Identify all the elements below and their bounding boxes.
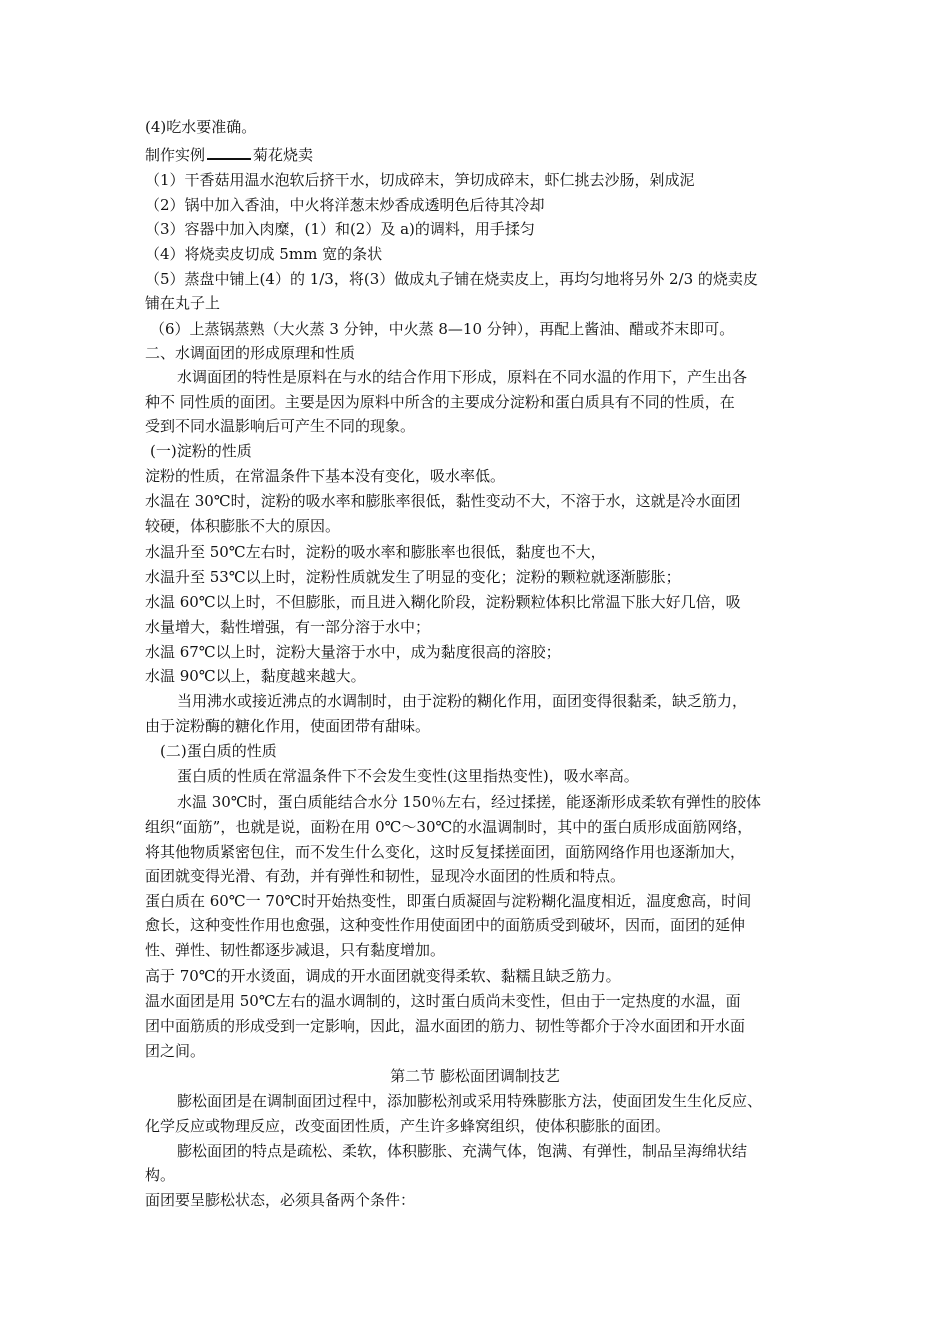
paragraph-line: 当用沸水或接近沸点的水调制时，由于淀粉的糊化作用，面团变得很黏柔，缺乏筋力， xyxy=(177,692,748,710)
step-line: （1）干香菇用温水泡软后挤干水，切成碎末，笋切成碎末，虾仁挑去沙肠，剁成泥 xyxy=(145,171,695,189)
paragraph-line: 淀粉的性质，在常温条件下基本没有变化，吸水率低。 xyxy=(145,467,506,485)
paragraph-line: 面团要呈膨松状态，必须具备两个条件： xyxy=(145,1191,416,1209)
recipe-title-line xyxy=(145,144,313,165)
text-line: (4)吃水要准确。 xyxy=(145,118,257,136)
paragraph-line: 性、弹性、韧性都逐步减退，只有黏度增加。 xyxy=(145,941,446,959)
paragraph-line: 种不 同性质的面团。主要是因为原料中所含的主要成分淀粉和蛋白质具有不同的性质，在 xyxy=(145,393,735,411)
paragraph-line: 水温 90℃以上，黏度越来越大。 xyxy=(145,667,366,685)
underline-blank xyxy=(207,144,251,160)
paragraph-line: 水温 60℃以上时，不但膨胀，而且进入糊化阶段，淀粉颗粒体积比常温下胀大好几倍，吸 xyxy=(145,593,741,611)
step-line: （6）上蒸锅蒸熟（大火蒸 3 分钟，中火蒸 8—10 分钟），再配上酱油、醋或芥末即可。 xyxy=(150,320,735,338)
paragraph-line: 受到不同水温影响后可产生不同的现象。 xyxy=(145,417,416,435)
paragraph-line: 水温升至 50℃左右时，淀粉的吸水率和膨胀率也很低，黏度也不大， xyxy=(145,543,606,561)
subsection-heading: (二)蛋白质的性质 xyxy=(160,742,277,760)
paragraph-line: 温水面团是用 50℃左右的温水调制的，这时蛋白质尚未变性，但由于一定热度的水温，面 xyxy=(145,992,741,1010)
paragraph-line: 由于淀粉酶的糖化作用，使面团带有甜味。 xyxy=(145,717,431,735)
step-line: （4）将烧卖皮切成 5mm 宽的条状 xyxy=(145,245,383,263)
text-line: 铺在丸子上 xyxy=(145,294,221,312)
step-line: （5）蒸盘中铺上(4）的 1/3，将(3）做成丸子铺在烧卖皮上，再均匀地将另外 2/3 的烧卖皮 xyxy=(145,270,758,288)
section-title: 第二节 膨松面团调制技艺 xyxy=(390,1067,560,1085)
paragraph-line: 将其他物质紧密包住，而不发生什么变化，这时反复揉搓面团，面筋网络作用也逐渐加大， xyxy=(145,843,746,861)
paragraph-line: 面团就变得光滑、有劲，并有弹性和韧性，显现冷水面团的性质和特点。 xyxy=(145,867,626,885)
subsection-heading: (一)淀粉的性质 xyxy=(150,442,252,460)
paragraph-line: 水温升至 53℃以上时，淀粉性质就发生了明显的变化；淀粉的颗粒就逐渐膨胀； xyxy=(145,568,681,586)
recipe-name: 菊花烧卖 xyxy=(253,146,314,164)
paragraph-line: 构。 xyxy=(145,1166,176,1184)
paragraph-line: 组织“面筋”，也就是说，面粉在用 0℃～30℃的水温调制时，其中的蛋白质形成面筋网络， xyxy=(145,818,753,836)
paragraph-line: 水温 67℃以上时，淀粉大量溶于水中，成为黏度很高的溶胶； xyxy=(145,643,561,661)
paragraph-line: 水温 30℃时，蛋白质能结合水分 150％左右，经过揉搓，能逐渐形成柔软有弹性的胶体 xyxy=(177,793,762,811)
paragraph-line: 水温在 30℃时，淀粉的吸水率和膨胀率很低，黏性变动不大，不溶于水，这就是冷水面团 xyxy=(145,492,741,510)
paragraph-line: 膨松面团是在调制面团过程中，添加膨松剂或采用特殊膨胀方法，使面团发生生化反应、 xyxy=(177,1092,763,1110)
paragraph-line: 水量增大，黏性增强，有一部分溶于水中； xyxy=(145,618,431,636)
paragraph-line: 蛋白质的性质在常温条件下不会发生变性(这里指热变性)，吸水率高。 xyxy=(177,767,639,785)
paragraph-line: 膨松面团的特点是疏松、柔软，体积膨胀、充满气体，饱满、有弹性，制品呈海绵状结 xyxy=(177,1142,748,1160)
paragraph-line: 团之间。 xyxy=(145,1042,206,1060)
paragraph-line: 蛋白质在 60℃一 70℃时开始热变性，即蛋白质凝固与淀粉糊化温度相近，温度愈高，时间 xyxy=(145,892,752,910)
paragraph-line: 团中面筋质的形成受到一定影响，因此，温水面团的筋力、韧性等都介于冷水面团和开水面 xyxy=(145,1017,746,1035)
step-line: （2）锅中加入香油，中火将洋葱末炒香成透明色后待其冷却 xyxy=(145,196,545,214)
paragraph-line: 较硬，体积膨胀不大的原因。 xyxy=(145,517,341,535)
paragraph-line: 水调面团的特性是原料在与水的结合作用下形成，原料在不同水温的作用下，产生出各 xyxy=(177,368,748,386)
section-heading: 二、水调面团的形成原理和性质 xyxy=(145,344,356,362)
paragraph-line: 愈长，这种变性作用也愈强，这种变性作用使面团中的面筋质受到破坏，因而，面团的延伸 xyxy=(145,916,746,934)
paragraph-line: 化学反应或物理反应，改变面团性质，产生许多蜂窝组织，使体积膨胀的面团。 xyxy=(145,1117,671,1135)
step-line: （3）容器中加入肉糜，(1）和(2）及 a)的调料，用手揉匀 xyxy=(145,220,535,238)
recipe-label: 制作实例 xyxy=(145,146,206,164)
paragraph-line: 高于 70℃的开水烫面，调成的开水面团就变得柔软、黏糯且缺乏筋力。 xyxy=(145,967,621,985)
